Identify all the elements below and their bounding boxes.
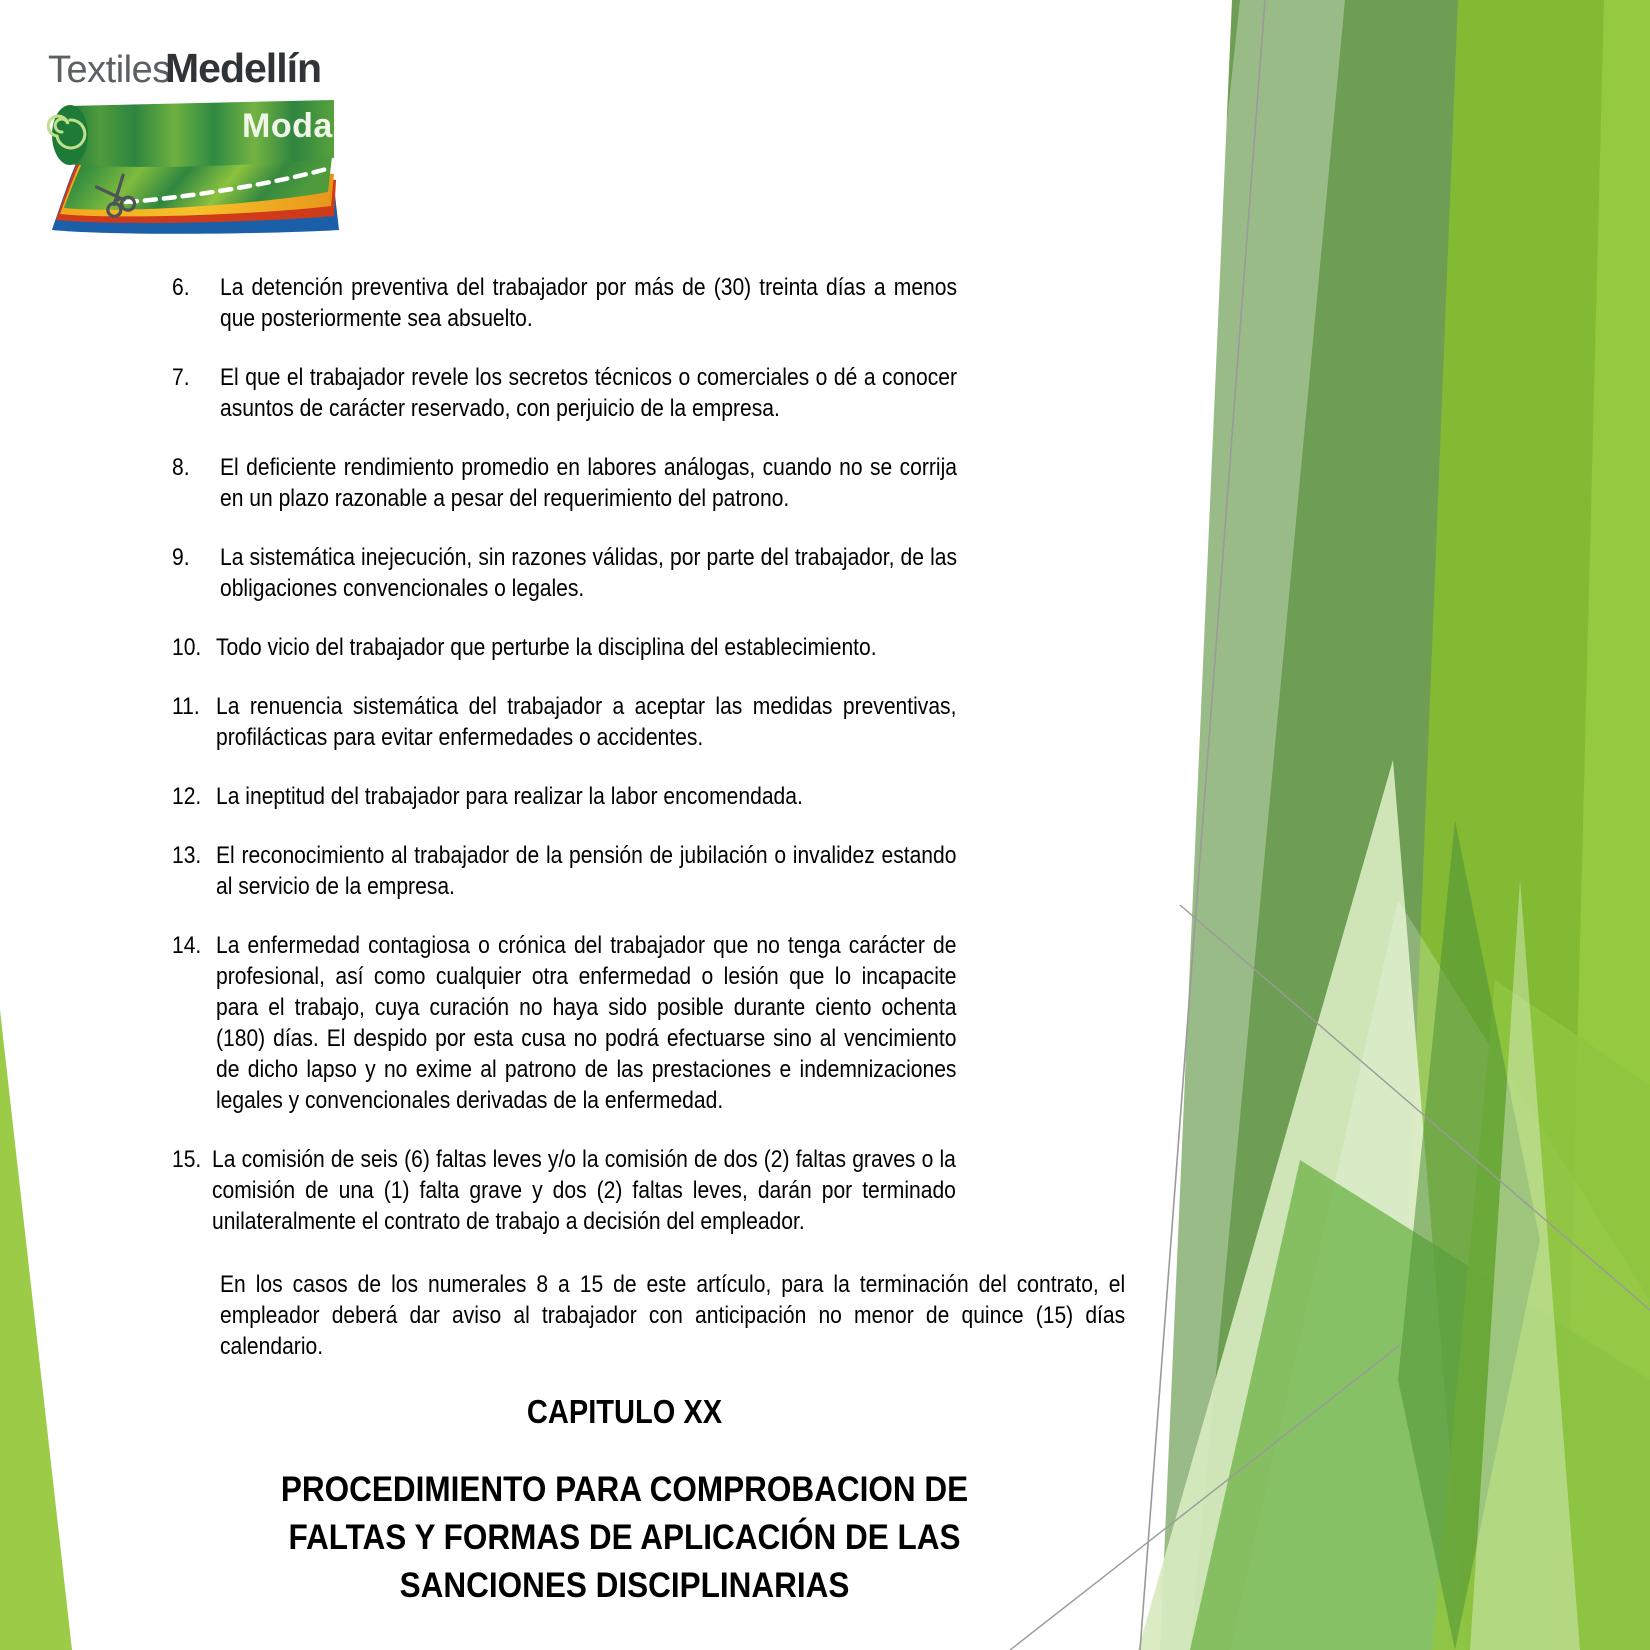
list-item-text: La renuencia sistemática del trabajador a aceptar las medidas preventivas, profilácticas para evitar enfermedades o accidentes. [216, 693, 957, 751]
list-item-text: El reconocimiento al trabajador de la pensión de jubilación o invalidez estando al servicio de la empresa. [216, 842, 957, 900]
list-item [172, 632, 1077, 663]
hairline-vertical [1140, 0, 1265, 1650]
green-overlay-bottom [1190, 1160, 1650, 1650]
list-item-number: 10. [172, 634, 202, 661]
logo-tagline: Moda [242, 107, 333, 145]
list-item-text: El deficiente rendimiento promedio en labores análogas, cuando no se corrija en un plazo razonable a pesar del requerimiento del patrono. [220, 454, 958, 512]
list-item [172, 452, 1077, 514]
list-item-number: 11. [172, 693, 200, 720]
list-item [172, 840, 1077, 902]
green-overlay-bottom2 [1432, 980, 1650, 1650]
grounds-list [172, 272, 1077, 1237]
pale-overlay-right-sliver [1470, 880, 1580, 1650]
list-item-number: 6. [172, 274, 190, 301]
list-item-number: 8. [172, 454, 190, 481]
pale-overlay-diagonal [1230, 900, 1650, 1650]
list-item-text: Todo vicio del trabajador que perturbe la disciplina del establecimiento. [216, 634, 877, 661]
list-item [172, 362, 1077, 424]
logo-brand-part2: Medellín [165, 45, 322, 91]
list-item-number: 15. [172, 1146, 202, 1173]
list-item-text: El que el trabajador revele los secretos técnicos o comerciales o dé a conocer asuntos de carácter reservado, con perjuicio de la empresa. [220, 364, 958, 422]
pale-overlay-lower-left [1138, 760, 1466, 1650]
list-item-number: 9. [172, 544, 190, 571]
hairline-diagonal [1180, 905, 1650, 1310]
slide-content [172, 272, 1126, 1610]
list-item-number: 12. [172, 783, 202, 810]
list-item-text: La detención preventiva del trabajador por más de (30) treinta días a menos que posteriormente sea absuelto. [220, 274, 958, 332]
company-logo [34, 34, 364, 259]
list-item-text: La sistemática inejecución, sin razones válidas, por parte del trabajador, de las obligaciones convencionales o legales. [220, 544, 958, 602]
list-item [172, 781, 1077, 812]
list-item-number: 7. [172, 364, 190, 391]
section-title-line-1: PROCEDIMIENTO PARA COMPROBACION DE [280, 1470, 969, 1509]
list-item-number: 13. [172, 842, 202, 869]
right-band-olive-back [1160, 0, 1650, 1650]
list-item-number: 14. [172, 932, 202, 959]
right-band-bright [1392, 0, 1650, 1650]
list-item [172, 930, 1077, 1116]
list-item-text: La enfermedad contagiosa o crónica del trabajador que no tenga carácter de profesional, así como cualquier otra enfermedad o lesión que lo incapacite para el trabajo, cuya curación no haya sido posible durante ciento ochenta (180) días. El despido por esta cusa no podrá efectuarse sino al vencimiento de dicho lapso y no exime al patrono de las prestaciones e indemnizaciones legales y convencionales derivadas de la enfermedad. [216, 932, 957, 1114]
closing-paragraph: En los casos de los numerales 8 a 15 de este artículo, para la terminación del contrato, el empleador deberá dar aviso al trabajador con anticipación no menor de quince (15) días calendario. [220, 1271, 1126, 1360]
left-green-wedge [0, 1010, 72, 1650]
section-title [217, 1466, 1032, 1610]
fabric-roll-with-scissors-icon [34, 34, 364, 259]
list-item [172, 272, 1077, 334]
chapter-title: CAPITULO XX [526, 1393, 723, 1430]
headings [172, 1392, 1077, 1610]
list-item [172, 542, 1077, 604]
pale-overlay-upper [1062, 0, 1345, 1650]
list-item-text: La ineptitud del trabajador para realizar la labor encomendada. [216, 783, 803, 810]
logo-brand-part1: Textiles [48, 49, 171, 91]
list-item [172, 1144, 1077, 1237]
section-title-line-3: SANCIONES DISCIPLINARIAS [399, 1566, 850, 1605]
section-title-line-2: FALTAS Y FORMAS DE APLICACIÓN DE LAS [288, 1518, 961, 1557]
list-item-text: La comisión de seis (6) faltas leves y/o la comisión de dos (2) faltas graves o la comisión de una (1) falta grave y dos (2) faltas leves, darán por terminado unilateralmente el contrato de trabajo a decisión del empleador. [212, 1146, 956, 1235]
list-item [172, 691, 1077, 753]
right-band-light-edge [1562, 0, 1650, 1650]
green-overlay-dark-sliver [1398, 820, 1540, 1650]
